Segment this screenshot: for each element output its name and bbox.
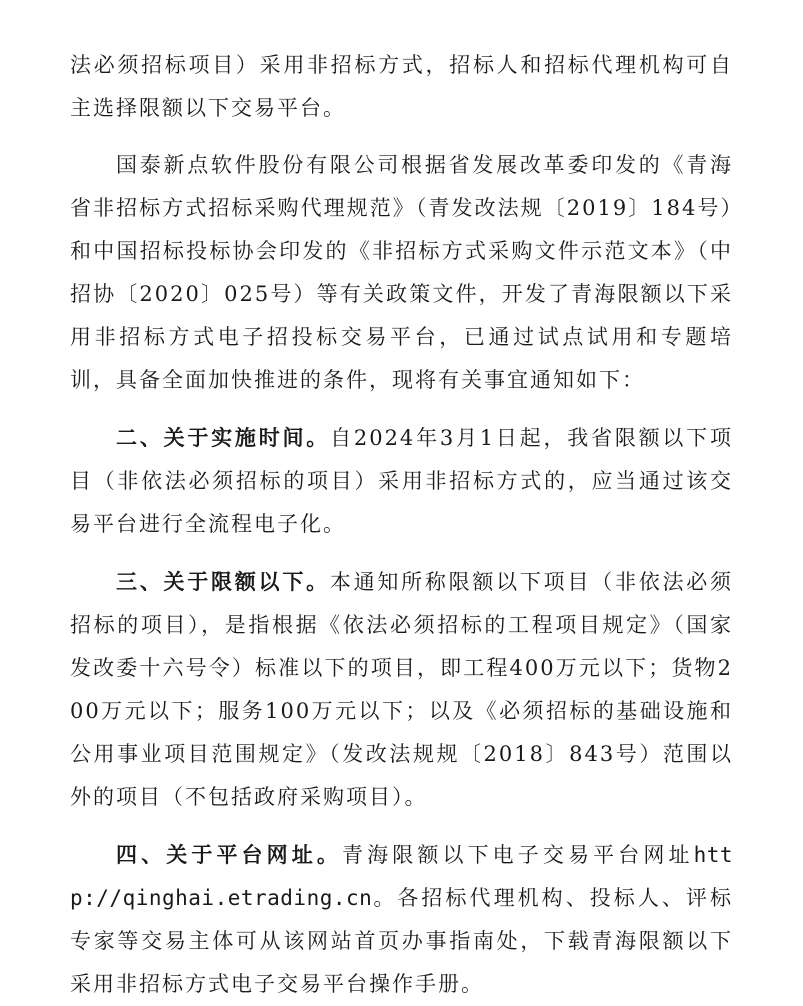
section-implementation-time [70, 416, 733, 546]
paragraph-background [70, 144, 733, 402]
paragraph-continuation [70, 44, 733, 130]
paragraph-text: 。各招标代理机构、投标人、评标专家等交易主体可从该网站首页办事指南处，下载青海限额以下采用非招标方式电子交易平台操作手册。 [70, 886, 733, 996]
platform-url-link[interactable]: http://qinghai.etrading.cn [70, 843, 734, 910]
paragraph-text: 青海限额以下电子交易平台网址 [342, 843, 694, 867]
section-heading: 二、关于实施时间。 [116, 425, 331, 450]
paragraph-text: 自2024年3月1日起，我省限额以下项目（非依法必须招标的项目）采用非招标方式的，应当通过该交易平台进行全流程电子化。 [70, 426, 733, 536]
section-platform-url [70, 833, 733, 1006]
paragraph-text: 国泰新点软件股份有限公司根据省发展改革委印发的《青海省非招标方式招标采购代理规范》（青发改法规〔2019〕184号）和中国招标投标协会印发的《非招标方式采购文件示范文本》（中招协〔2020〕025号）等有关政策文件，开发了青海限额以下采用非招标方式电子招投标交易平台，已通过试点试用和专题培训，具备全面加快推进的条件，现将有关事宜通知如下： [70, 153, 733, 392]
section-heading: 四、关于平台网址。 [116, 842, 343, 867]
paragraph-text: 法必须招标项目）采用非招标方式，招标人和招标代理机构可自主选择限额以下交易平台。 [70, 53, 733, 120]
section-heading: 三、关于限额以下。 [116, 569, 330, 594]
section-below-limit [70, 560, 733, 819]
paragraph-text: 本通知所称限额以下项目（非依法必须招标的项目），是指根据《依法必须招标的工程项目规定》（国家发改委十六号令）标准以下的项目，即工程400万元以下；货物200万元以下；服务100万元以下；以及《必须招标的基础设施和公用事业项目范围规定》（发改法规规〔2018〕843号）范围以外的项目（不包括政府采购项目）。 [70, 570, 734, 809]
